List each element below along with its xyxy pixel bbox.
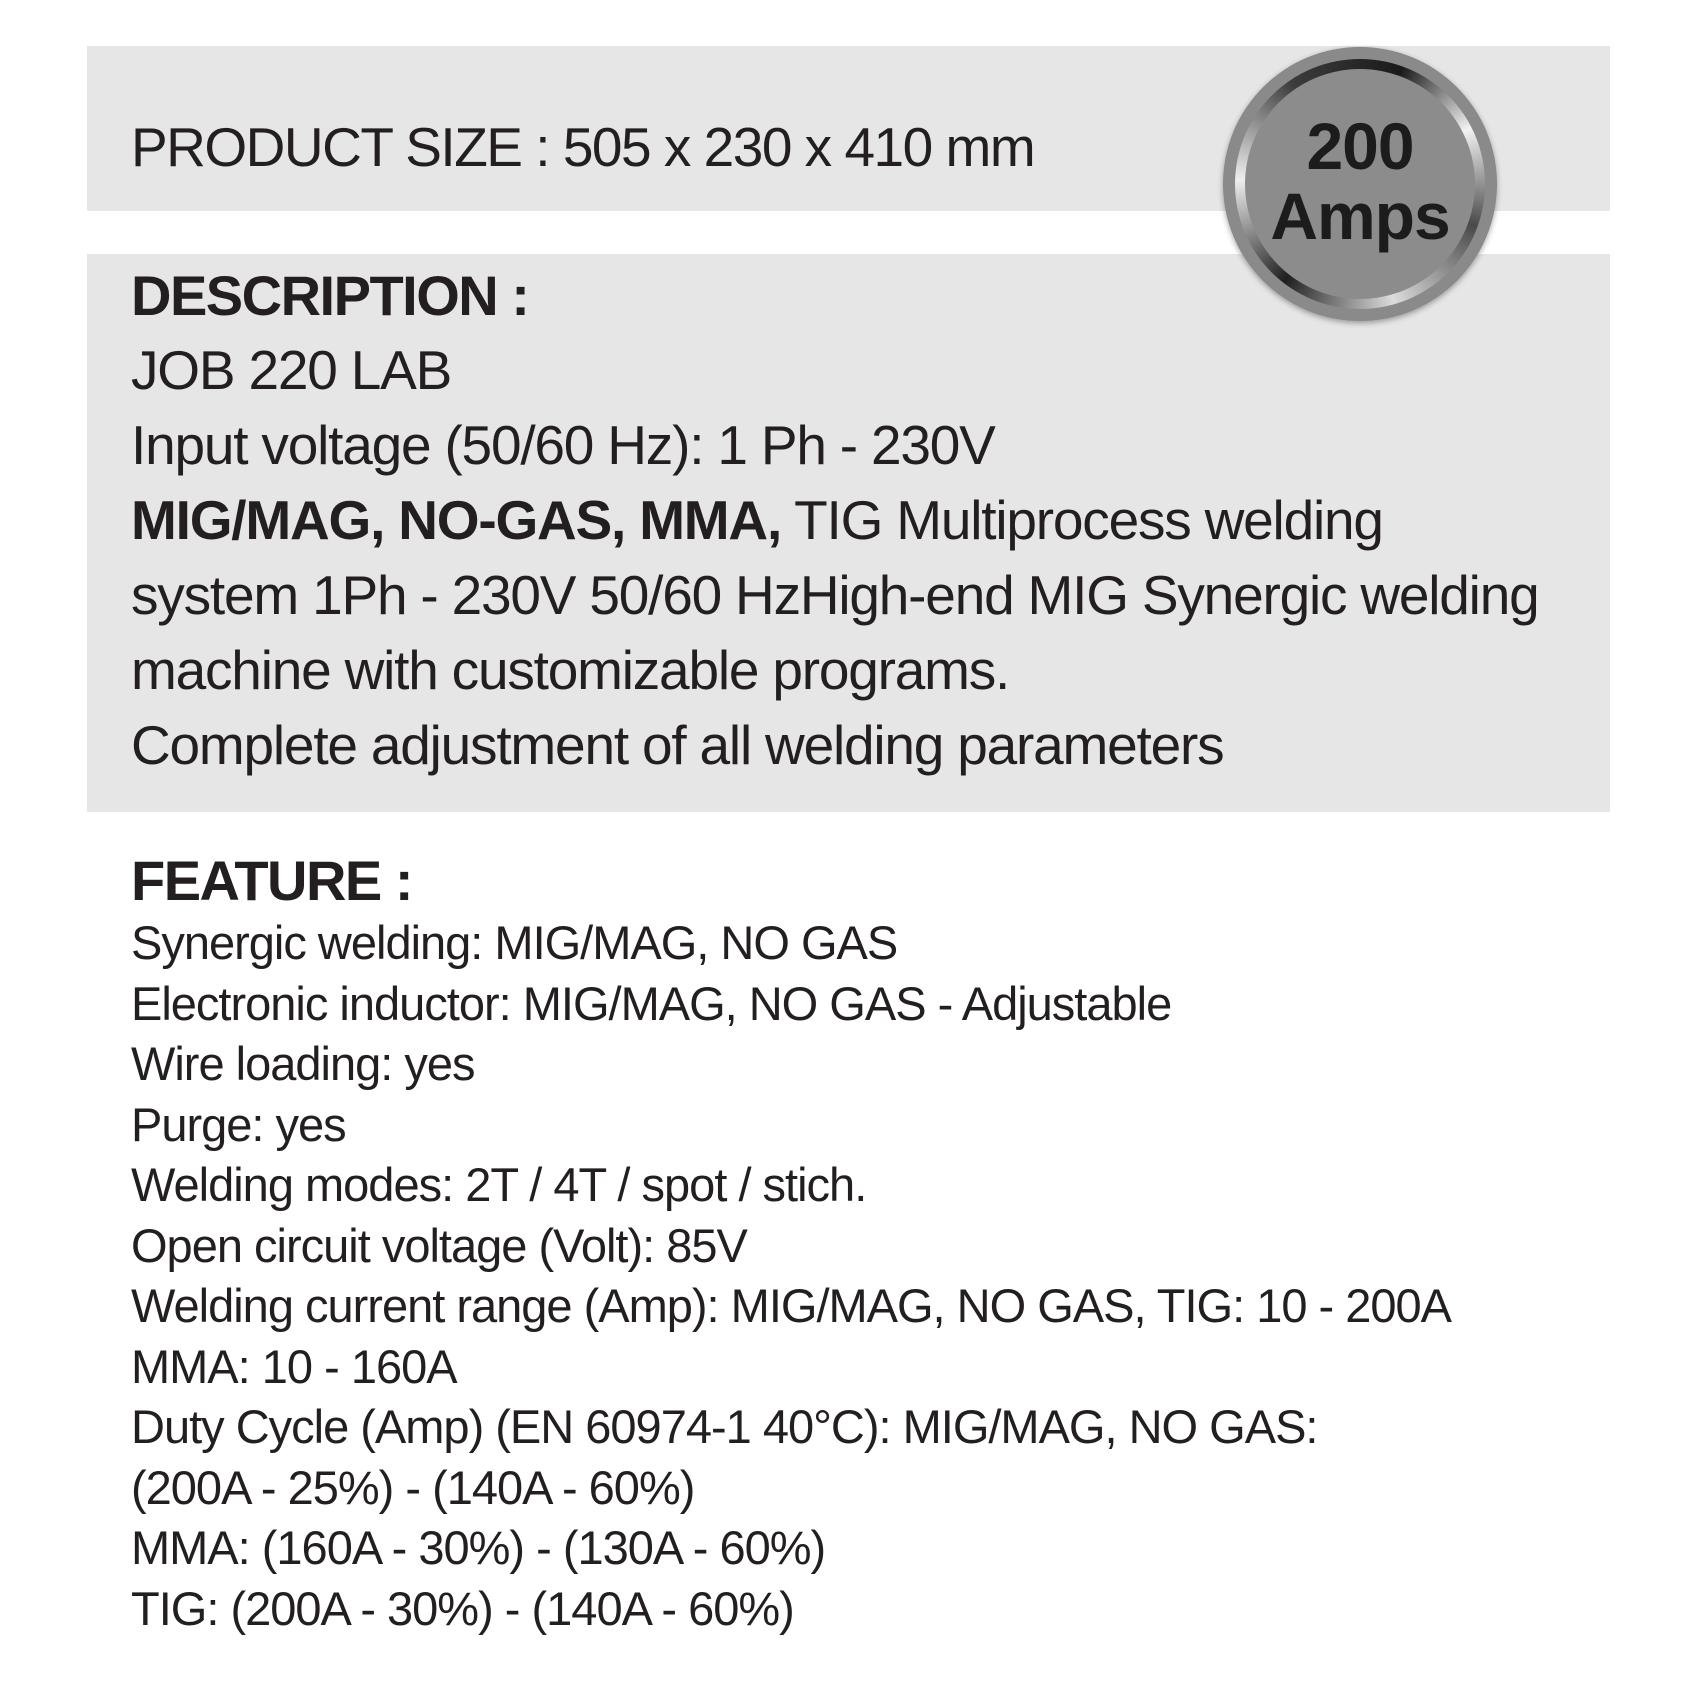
feature-item: Synergic welding: MIG/MAG, NO GAS <box>131 916 898 969</box>
processes-rest: TIG Multiprocess welding <box>781 489 1383 551</box>
feature-heading: FEATURE : <box>131 849 412 912</box>
feature-item: (200A - 25%) - (140A - 60%) <box>131 1460 695 1514</box>
description-line-adjust: Complete adjustment of all welding parameters <box>131 714 1224 776</box>
product-size-text: PRODUCT SIZE : 505 x 230 x 410 mm <box>131 116 1035 178</box>
feature-item: Open circuit voltage (Volt): 85V <box>131 1218 747 1272</box>
description-section <box>131 258 1601 783</box>
badge-unit: Amps <box>1270 179 1450 253</box>
feature-item: MMA: 10 - 160A <box>131 1339 457 1393</box>
processes-line <box>131 483 1601 558</box>
feature-item: Welding modes: 2T / 4T / spot / stich. <box>131 1158 867 1211</box>
input-voltage: Input voltage (50/60 Hz): 1 Ph - 230V <box>131 414 995 476</box>
feature-item: Purge: yes <box>131 1097 346 1151</box>
feature-item: Duty Cycle (Amp) (EN 60974-1 40°C): MIG/MAG, NO GAS: <box>131 1400 1318 1453</box>
feature-item: TIG: (200A - 30%) - (140A - 60%) <box>131 1581 794 1635</box>
feature-item: Wire loading: yes <box>131 1037 475 1090</box>
model-name: JOB 220 LAB <box>131 339 452 401</box>
feature-section <box>131 846 1601 1639</box>
badge-value: 200 <box>1306 109 1414 183</box>
description-heading: DESCRIPTION : <box>131 264 529 327</box>
description-line-system: system 1Ph - 230V 50/60 HzHigh-end MIG Synergic welding <box>131 564 1539 626</box>
processes-bold: MIG/MAG, NO-GAS, MMA, <box>131 489 782 551</box>
description-line-machine: machine with customizable programs. <box>131 639 1010 701</box>
feature-item: MMA: (160A - 30%) - (130A - 60%) <box>131 1521 826 1574</box>
feature-item: Electronic inductor: MIG/MAG, NO GAS - Adjustable <box>131 976 1172 1030</box>
feature-item: Welding current range (Amp): MIG/MAG, NO GAS, TIG: 10 - 200A <box>131 1279 1452 1332</box>
